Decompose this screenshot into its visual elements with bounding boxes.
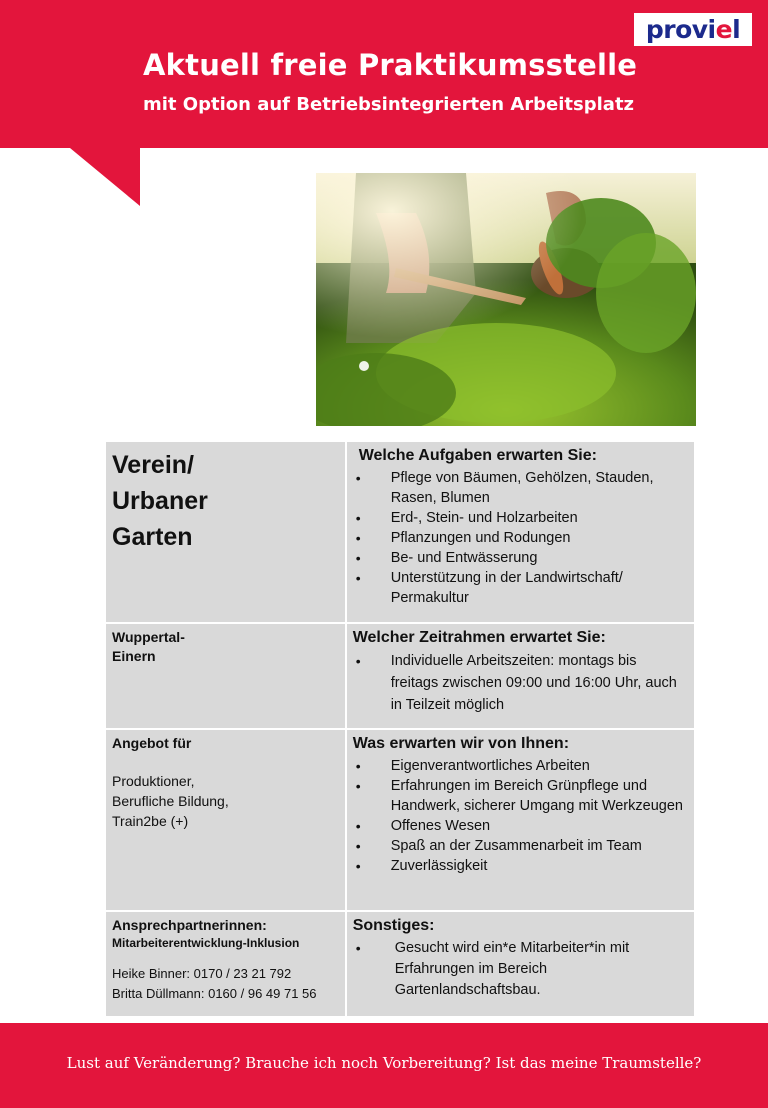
- contact-person: Heike Binner: 0170 / 23 21 792: [112, 966, 292, 981]
- misc-cell: [347, 912, 694, 1016]
- offer-item: Berufliche Bildung,: [112, 793, 229, 809]
- footer-text: Lust auf Veränderung? Brauche ich noch Vorbereitung? Ist das meine Traumstelle?: [66, 1054, 702, 1072]
- list-item: • Offenes Wesen: [353, 816, 688, 836]
- gardening-photo: [316, 173, 696, 426]
- table-row: [106, 624, 694, 728]
- expectations-list: [353, 756, 688, 876]
- logo-part-1: provi: [645, 15, 716, 44]
- offer-heading: Angebot für: [112, 735, 192, 751]
- list-item: • Erd-, Stein- und Holzarbeiten: [353, 508, 688, 528]
- logo-part-3: l: [732, 15, 741, 44]
- offer-item: Produktioner,: [112, 773, 195, 789]
- logo-part-2: e: [715, 15, 733, 44]
- tasks-list: [353, 468, 688, 608]
- contact-person: Britta Düllmann: 0160 / 96 49 71 56: [112, 986, 317, 1001]
- contacts-heading: Ansprechpartnerinnen:: [112, 917, 267, 933]
- contacts-cell: [106, 912, 345, 1016]
- page-title: Aktuell freie Praktikumsstelle: [143, 48, 638, 82]
- org-name-line: Urbaner: [112, 487, 208, 515]
- location-cell: [106, 624, 345, 728]
- list-item: • Be- und Entwässerung: [353, 548, 688, 568]
- offer-cell: [106, 730, 345, 910]
- org-name-line: Verein/: [112, 451, 194, 479]
- proviel-logo: [634, 13, 752, 46]
- list-item: • Gesucht wird ein*e Mitarbeiter*in mit Erfahrungen im Bereich Gartenlandschaftsbau.: [353, 938, 688, 1001]
- contacts-department: Mitarbeiterentwicklung-Inklusion: [112, 936, 300, 950]
- org-name-line: Garten: [112, 523, 193, 551]
- tasks-heading: Welche Aufgaben erwarten Sie:: [358, 447, 597, 464]
- list-item: • Pflanzungen und Rodungen: [353, 528, 688, 548]
- timeframe-heading: Welcher Zeitrahmen erwartet Sie:: [352, 629, 606, 646]
- list-item: • Unterstützung in der Landwirtschaft/ Permakultur: [353, 568, 688, 608]
- list-item: • Spaß an der Zusammenarbeit im Team: [353, 836, 688, 856]
- list-item: • Zuverlässigkeit: [353, 856, 688, 876]
- timeframe-list: [353, 650, 688, 716]
- list-item: • Eigenverantwortliches Arbeiten: [353, 756, 688, 776]
- table-row: [106, 730, 694, 910]
- location-line: Wuppertal-: [112, 629, 185, 645]
- location-line: Einern: [112, 648, 156, 664]
- misc-list: [353, 938, 688, 1001]
- timeframe-cell: [347, 624, 694, 728]
- page-subtitle: mit Option auf Betriebsintegrierten Arbeitsplatz: [143, 94, 635, 115]
- expectations-cell: [347, 730, 694, 910]
- list-item: • Individuelle Arbeitszeiten: montags bis freitags zwischen 09:00 und 16:00 Uhr, auch in Teilzeit möglich: [353, 650, 688, 716]
- list-item: • Erfahrungen im Bereich Grünpflege und Handwerk, sicherer Umgang mit Werkzeugen: [353, 776, 688, 816]
- list-item: • Pflege von Bäumen, Gehölzen, Stauden, Rasen, Blumen: [353, 468, 688, 508]
- table-row: [106, 442, 694, 622]
- info-table: [104, 440, 696, 1018]
- offer-item: Train2be (+): [112, 813, 189, 829]
- org-cell: [106, 442, 345, 622]
- tasks-cell: [347, 442, 694, 622]
- table-row: [106, 912, 694, 1016]
- header-banner-tail: [70, 148, 140, 206]
- expectations-heading: Was erwarten wir von Ihnen:: [352, 735, 570, 752]
- misc-heading: Sonstiges:: [352, 917, 435, 934]
